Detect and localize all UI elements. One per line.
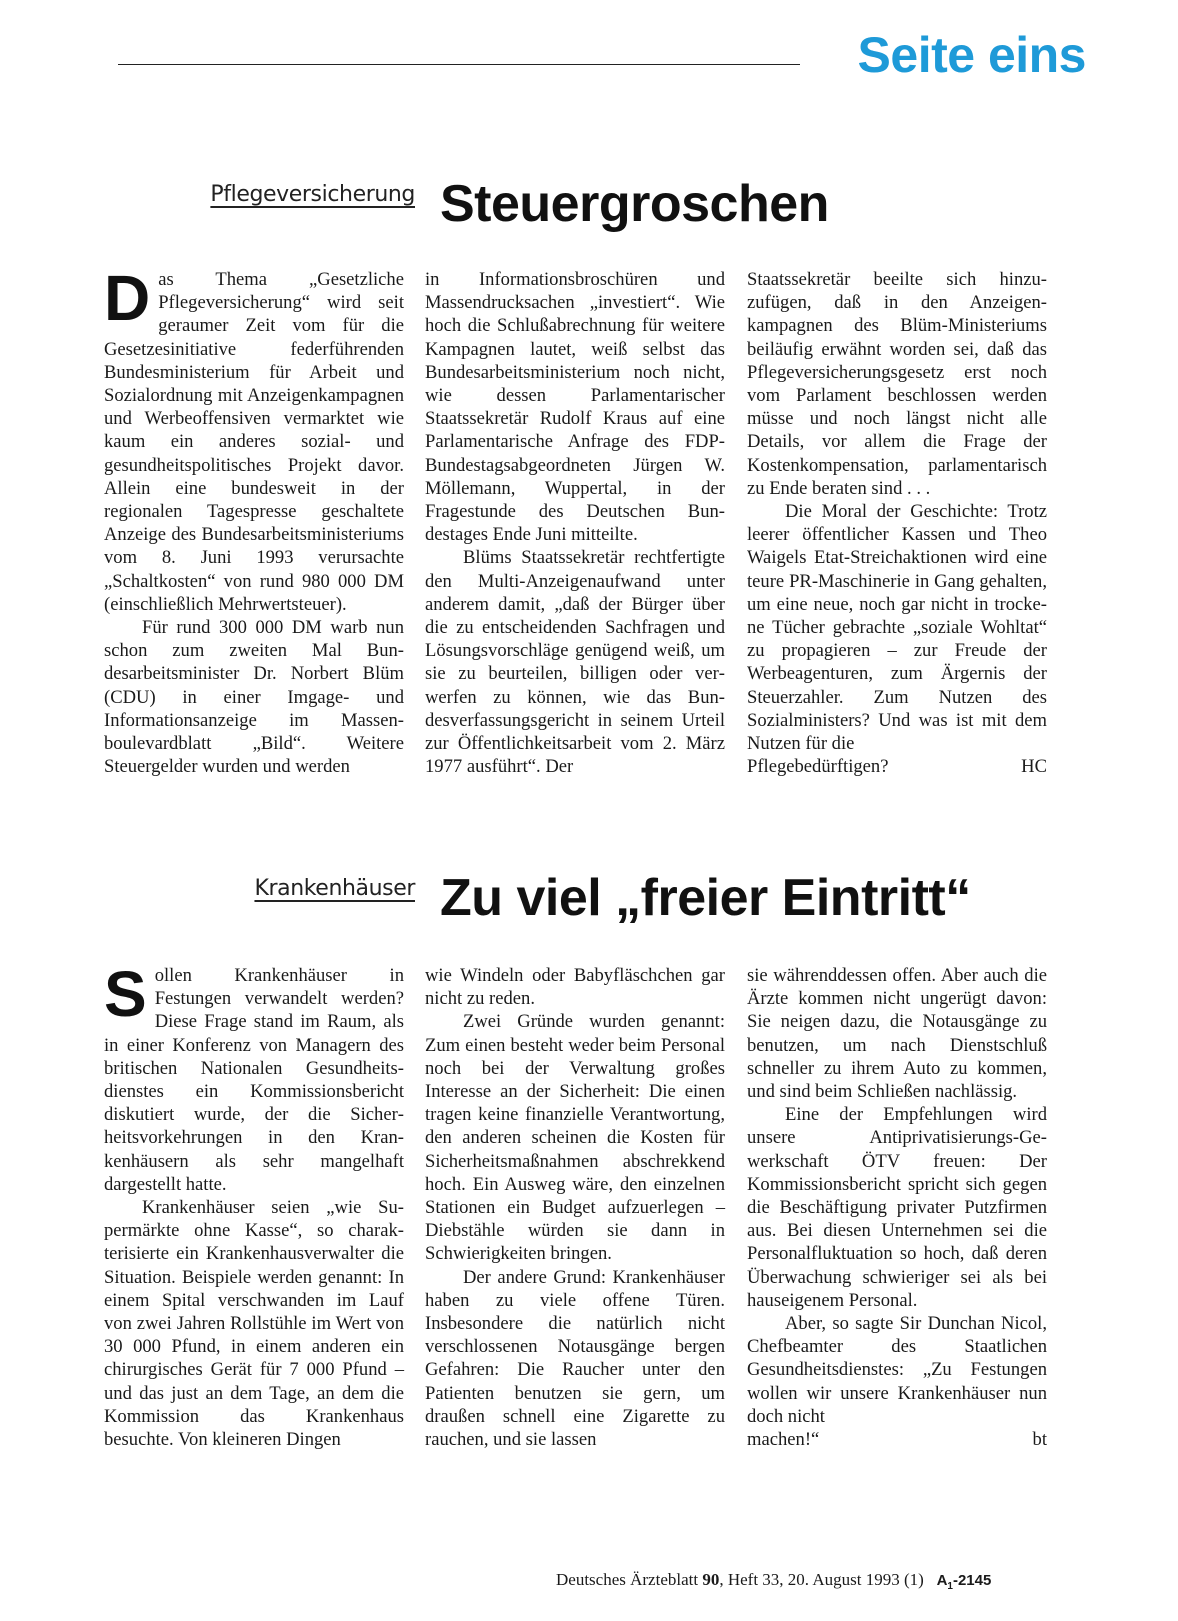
section-label: Seite eins	[857, 27, 1086, 83]
journal-name: Deutsches Ärzteblatt	[556, 1570, 699, 1589]
article2-paragraph: wie Windeln oder Babyfläschchen gar nicht zu reden.	[425, 965, 725, 1010]
article1-headline: Steuergroschen	[440, 175, 829, 233]
article2-column-3	[747, 964, 1047, 1451]
article1-paragraph: Das Thema „Gesetzliche Pflegeversicherung“ wird seit geraumer Zeit vom für die Gesetzesinitiative federführenden Bundesministerium für Arbeit und Sozialordnung mit Anzeigenkampagnen und Werbeoffensiven vermarktet wie kaum ein anderes sozial- und gesundheitspolitisches Projekt davor. Allein eine bundesweit in der regionalen Tagespresse geschaltete Anzeige des Bundesarbeitsministeriums vom 8. Juni 1993 verursachte „Schaltkosten“ von rund 980 000 DM (einschließlich Mehrwertsteuer).	[104, 262, 404, 615]
article2-column-2	[425, 964, 725, 1451]
page-number: $A_1-2145$	[936, 1572, 992, 1592]
article2-paragraph: Aber, so sagte Sir Dunchan Nicol, Chefbeamter des Staatlichen Gesundheitsdienstes: „Zu Festungen wollen wir unsere Krankenhäuser nun doch nicht	[747, 1313, 1047, 1427]
article1-closing-line	[747, 755, 1047, 778]
article1-paragraph: Die Moral der Geschichte: Trotz leerer öffentlicher Kassen und Theo Waigels Etat-Streichaktionen wird eine teure PR-Maschinerie in Gang gehalten, um eine neue, noch gar nicht in trockene Tücher gebrachte „soziale Wohltat“ zu propagieren – zur Freude der Werbeagenturen, zum Ärgernis der Steuerzahler. Zum Nutzen des Sozialministers? Und was ist mit dem Nutzen für die	[747, 501, 1047, 755]
article2-column-1	[104, 958, 404, 1451]
article2-paragraph: Zwei Gründe wurden genannt: Zum einen besteht weder beim Personal noch bei der Verwaltung großes Interesse an der Sicherheit: Die einen tragen keine finanzielle Verantwortung, den anderen scheinen die Kosten für Sicherheitsmaßnahmen abschrekkend hoch. Ein Ausweg wäre, den einzelnen Stationen ein Budget aufzuerlegen – Diebstähle würden sie dann in Schwierigkeiten bringen.	[425, 1011, 725, 1265]
author-signature: bt	[1032, 1429, 1047, 1451]
article2-paragraph: Eine der Empfehlungen wird unsere Antiprivatisierungs-Gewerkschaft ÖTV freuen: Der Kommissionsbericht spricht sich gegen die Beschäftigung privater Putzfirmen aus. Bei diesen Unternehmen sei die Personalfluktuation so hoch, daß deren Überwachung schwieriger sei als bei hauseigenem Personal.	[747, 1104, 1047, 1311]
header-rule	[118, 64, 800, 65]
article2-headline: Zu viel „freier Eintritt“	[440, 869, 971, 927]
article1-paragraph: in Informationsbroschüren und Massendrucksachen „investiert“. Wie hoch die Schlußabrechnung für weitere Kampagnen lautet, weiß selbst das Bundesarbeitsministerium noch nicht, wie dessen Parlamentarischer Staatssekretär Rudolf Kraus auf eine Parlamentarische Anfrage des FDP-Bundestagsabgeordneten Jürgen W. Möllemann, Wuppertal, in der Fragestunde des Deutschen Bundestages Ende Juni mitteilte.	[425, 269, 725, 546]
article1-paragraph: Blüms Staatssekretär rechtfertigte den Multi-Anzeigenaufwand unter anderem damit, „daß der Bürger über die zu entscheidenden Sachfragen und Lösungsvorschläge genügend weiß, um sie zu beurteilen, billigen oder verwerfen zu können, wie das Bundesverfassungsgericht in seinem Urteil zur Öffentlichkeitsarbeit vom 2. März 1977 ausführt“. Der	[425, 547, 725, 778]
article2-kicker: Krankenhäuser	[254, 876, 415, 901]
author-signature: HC	[1021, 756, 1047, 778]
article1-paragraph: Für rund 300 000 DM warb nun schon zum zweiten Mal Bundesarbeitsminister Dr. Norbert Blüm (CDU) in einer Imgage- und Informationsanzeige im Massenboulevardblatt „Bild“. Weitere Steuergelder wurden und werden	[104, 617, 404, 778]
article2-closing-line	[747, 1428, 1047, 1451]
closing-text: Pflegebedürftigen?	[747, 756, 889, 778]
article1-kicker: Pflegeversicherung	[210, 182, 415, 207]
article2-paragraph: Der andere Grund: Krankenhäuser haben zu viele offene Türen. Insbesondere die natürlich nicht verschlossenen Notausgänge bergen Gefahren: Die Raucher unter den Patienten benutzen sie gern, um draußen schnell eine Zigarette zu rauchen, und sie lassen	[425, 1266, 725, 1451]
issue-date: , Heft 33, 20. August 1993 (1)	[719, 1570, 924, 1589]
article2-paragraph: Sollen Krankenhäuser in Festungen verwandelt werden? Diese Frage stand im Raum, als in einer Konferenz von Managern des britischen Nationalen Gesundheitsdienstes ein Kommissionsbericht diskutiert wurde, der die Sicherheitsvorkehrungen in den Krankenhäusern als sehr mangelhaft dargestellt hatte.	[104, 958, 404, 1195]
drop-cap: S	[104, 958, 147, 1030]
page-footer	[556, 1570, 991, 1592]
closing-text: machen!“	[747, 1429, 820, 1451]
article1-column-1	[104, 262, 404, 778]
article1-paragraph: Staatssekretär beeilte sich hinzuzufügen, daß in den Anzeigenkampagnen des Blüm-Ministeriums beiläufig erwähnt worden sei, daß das Pflegeversicherungsgesetz erst noch vom Parlament beschlossen werden müsse und noch längst nicht alle Details, vor allem die Frage der Kostenkompensation, parlamentarisch zu Ende beraten sind . . .	[747, 269, 1047, 499]
volume-number: 90	[702, 1570, 720, 1589]
article2-paragraph: sie währenddessen offen. Aber auch die Ärzte kommen nicht ungerügt davon: Sie neigen dazu, die Notausgänge zu benutzen, um nach Dienstschluß schneller zu ihrem Auto zu kommen, und sind beim Schließen nachlässig.	[747, 965, 1047, 1103]
drop-cap: D	[104, 262, 151, 334]
article1-column-3	[747, 268, 1047, 778]
article1-column-2	[425, 268, 725, 778]
article2-paragraph: Krankenhäuser seien „wie Supermärkte ohne Kasse“, so charakterisierte ein Krankenhausverwalter die Situation. Beispiele werden genannt: In einem Spital verschwanden im Lauf von zwei Jahren Rollstühle im Wert von 30 000 Pfund, in einem anderen ein chirurgisches Gerät für 7 000 Pfund – und das just an dem Tage, an dem die Kommission das Krankenhaus besuchte. Von kleineren Dingen	[104, 1197, 404, 1451]
